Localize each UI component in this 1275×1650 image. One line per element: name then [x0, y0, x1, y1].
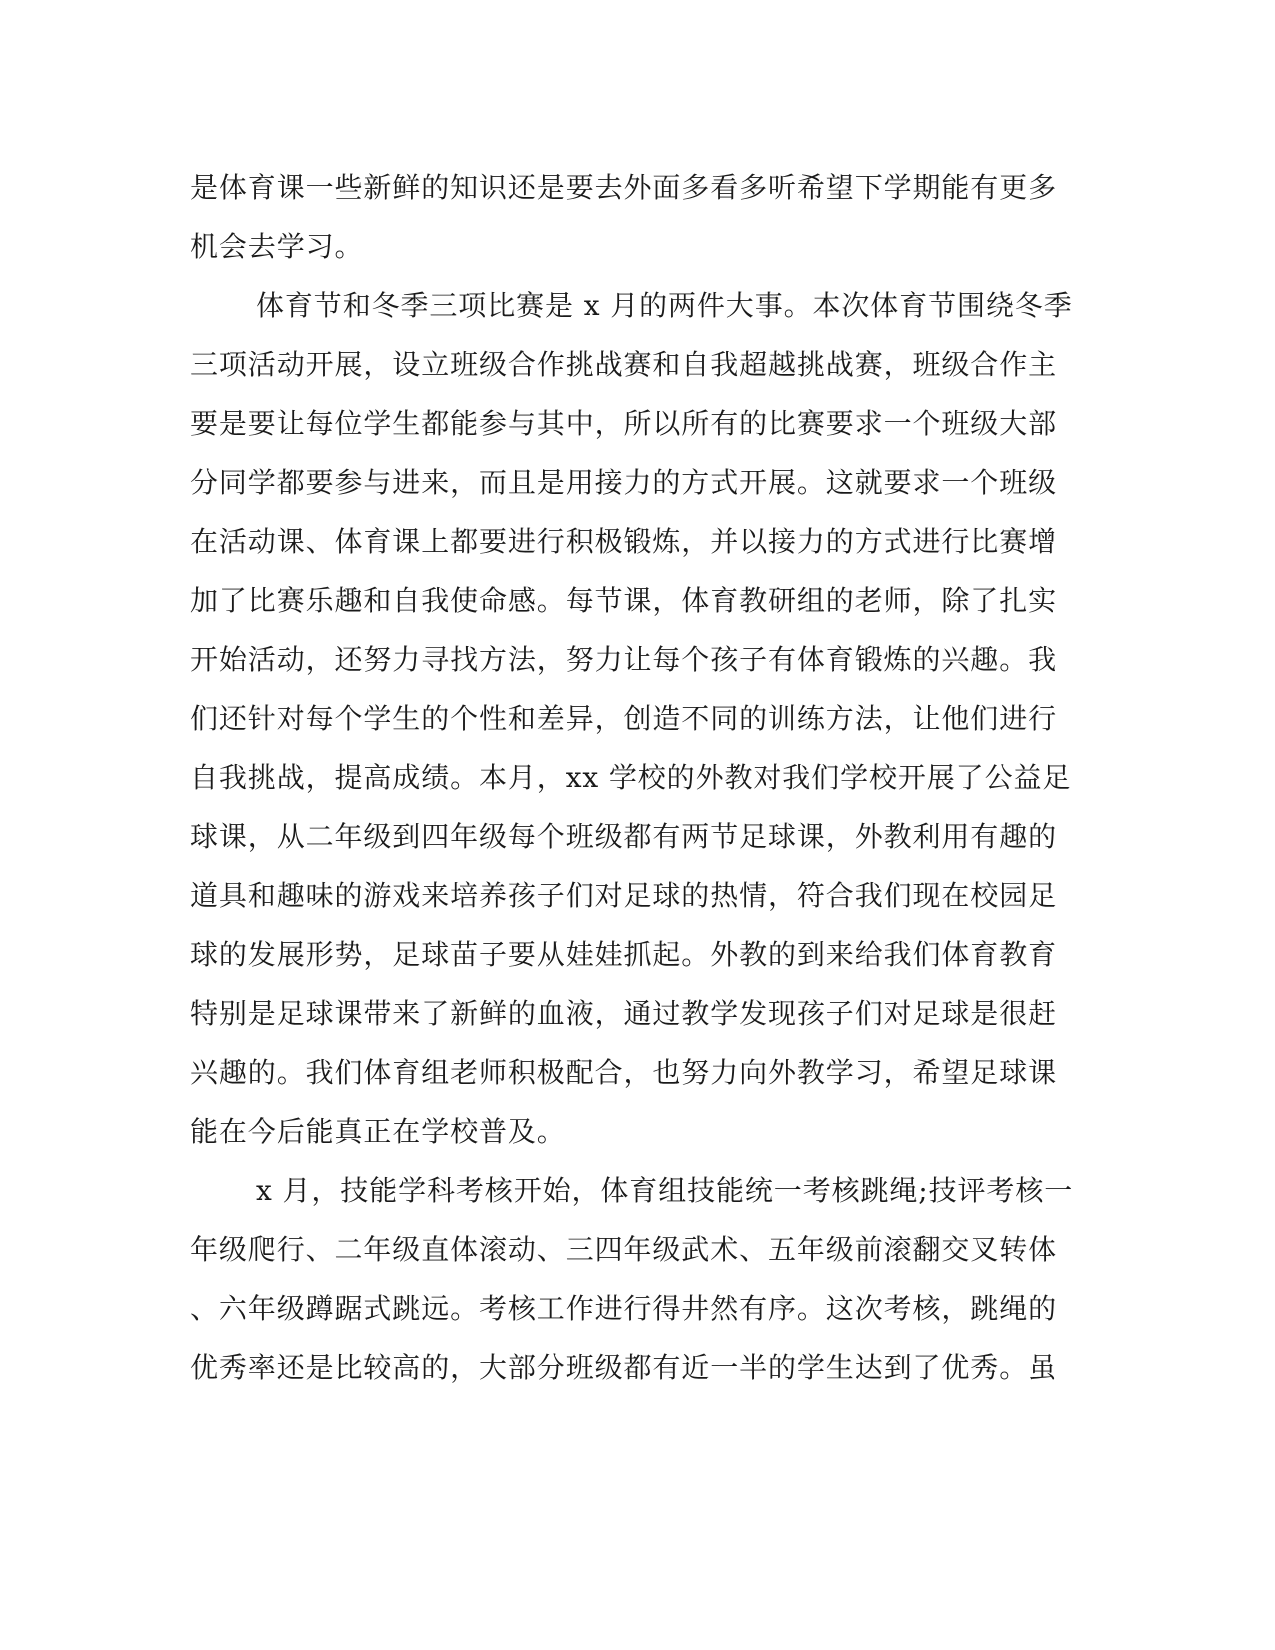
text-line: 加了比赛乐趣和自我使命感。每节课，体育教研组的老师，除了扎实 [190, 584, 1058, 617]
text-line: 兴趣的。我们体育组老师积极配合，也努力向外教学习，希望足球课 [190, 1056, 1058, 1089]
text-line: 机会去学习。 [190, 230, 364, 263]
text-line: 自我挑战，提高成绩。本月，xx 学校的外教对我们学校开展了公益足 [190, 761, 1072, 794]
text-line: 优秀率还是比较高的，大部分班级都有近一半的学生达到了优秀。虽 [190, 1351, 1058, 1384]
text-line: 在活动课、体育课上都要进行积极锻炼，并以接力的方式进行比赛增 [190, 525, 1058, 558]
paragraph-first-line: 体育节和冬季三项比赛是 x 月的两件大事。本次体育节围绕冬季 [256, 289, 1073, 322]
text-line: 是体育课一些新鲜的知识还是要去外面多看多听希望下学期能有更多 [190, 171, 1058, 204]
text-line: 特别是足球课带来了新鲜的血液，通过教学发现孩子们对足球是很赶 [190, 997, 1058, 1030]
body-text [190, 158, 1074, 1397]
text-line: 球的发展形势，足球苗子要从娃娃抓起。外教的到来给我们体育教育 [190, 938, 1058, 971]
text-line: 能在今后能真正在学校普及。 [190, 1115, 566, 1148]
text-line: 分同学都要参与进来，而且是用接力的方式开展。这就要求一个班级 [190, 466, 1058, 499]
text-line: 要是要让每位学生都能参与其中，所以所有的比赛要求一个班级大部 [190, 407, 1058, 440]
text-line: 年级爬行、二年级直体滚动、三四年级武术、五年级前滚翻交叉转体 [190, 1233, 1058, 1266]
text-line: 、六年级蹲踞式跳远。考核工作进行得井然有序。这次考核，跳绳的 [190, 1292, 1058, 1325]
text-line: 们还针对每个学生的个性和差异，创造不同的训练方法，让他们进行 [190, 702, 1058, 735]
paragraph-first-line: x 月，技能学科考核开始，体育组技能统一考核跳绳;技评考核一 [256, 1174, 1074, 1207]
text-line: 道具和趣味的游戏来培养孩子们对足球的热情，符合我们现在校园足 [190, 879, 1058, 912]
text-line: 球课，从二年级到四年级每个班级都有两节足球课，外教利用有趣的 [190, 820, 1058, 853]
text-line: 三项活动开展，设立班级合作挑战赛和自我超越挑战赛，班级合作主 [190, 348, 1058, 381]
text-line: 开始活动，还努力寻找方法，努力让每个孩子有体育锻炼的兴趣。我 [190, 643, 1058, 676]
